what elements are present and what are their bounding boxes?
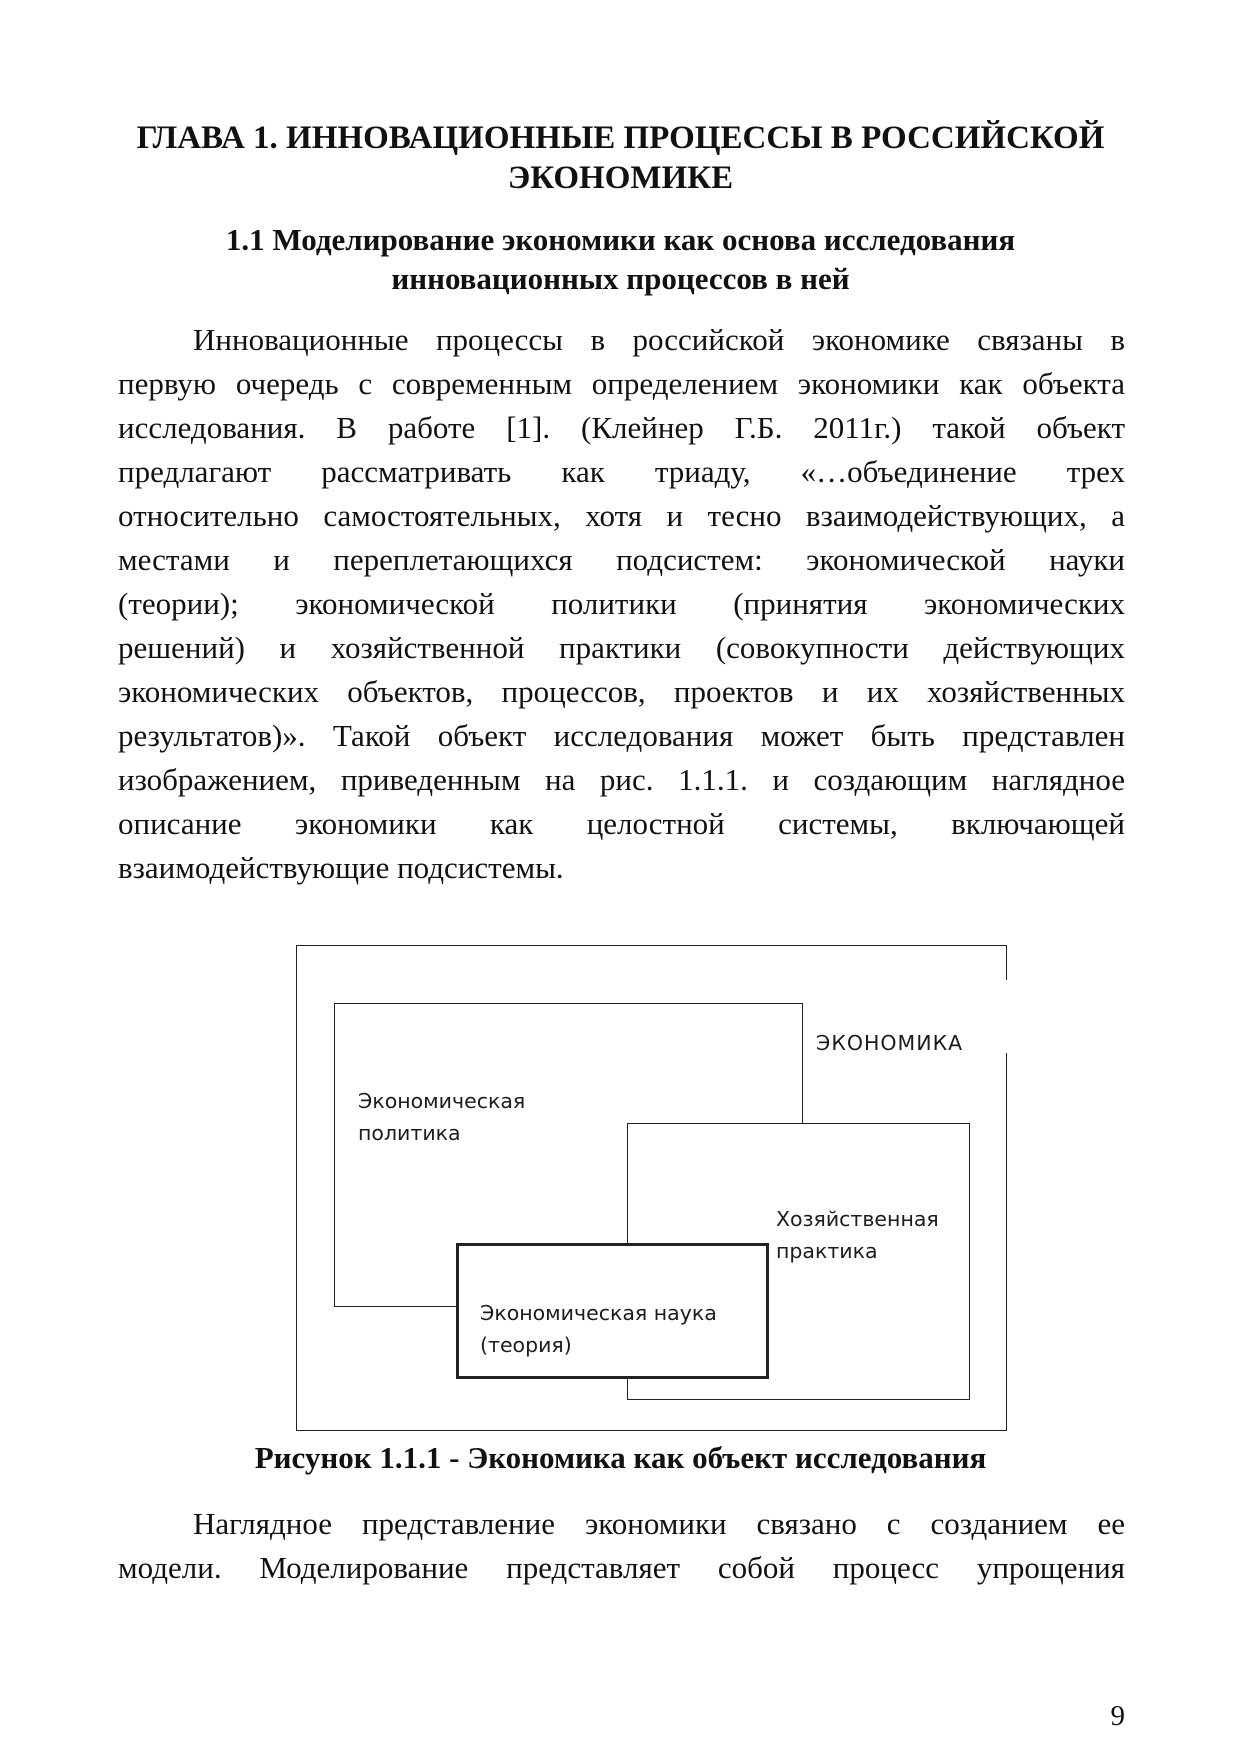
paragraph-line: изображением, приведенным на рис. 1.1.1. и создающим наглядное xyxy=(118,762,1125,797)
chapter-title-line-1: ГЛАВА 1. ИННОВАЦИОННЫЕ ПРОЦЕССЫ В РОССИЙСКОЙ xyxy=(136,120,1105,156)
paragraph-line: (теории); экономической политики (принятия экономических xyxy=(118,586,1125,621)
economy-box-gap xyxy=(997,980,1011,1053)
paragraph-line: модели. Моделирование представляет собой процесс упрощения xyxy=(118,1550,1125,1585)
section-title xyxy=(118,220,1123,298)
paragraph-line: первую очередь с современным определением экономики как объекта xyxy=(118,366,1125,401)
paragraph-intro xyxy=(118,318,1125,890)
paragraph-line: предлагают рассматривать как триаду, «…объединение трех xyxy=(118,454,1125,489)
chapter-title-line-2: ЭКОНОМИКЕ xyxy=(507,160,734,196)
paragraph-line: взаимодействующие подсистемы. xyxy=(118,850,564,885)
section-title-line-2: инновационных процессов в ней xyxy=(391,261,850,296)
figure-caption: Рисунок 1.1.1 - Экономика как объект исследования xyxy=(254,1440,987,1475)
policy-label: Экономическая политика xyxy=(358,1089,526,1145)
paragraph-line: Инновационные процессы в российской экономике связаны в xyxy=(193,322,1125,357)
paragraph-line: решений) и хозяйственной практики (совокупности действующих xyxy=(118,630,1125,665)
economy-label: ЭКОНОМИКА xyxy=(816,1031,964,1055)
paragraph-line: результатов)». Такой объект исследования может быть представлен xyxy=(118,718,1125,753)
paragraph-line: Наглядное представление экономики связано с созданием ее xyxy=(193,1506,1125,1541)
paragraph-line: экономических объектов, процессов, проектов и их хозяйственных xyxy=(118,674,1125,709)
science-label: Экономическая наука (теория) xyxy=(480,1301,717,1357)
paragraph-line: описание экономики как целостной системы, включающей xyxy=(118,806,1125,841)
page-number: 9 xyxy=(1110,1700,1125,1732)
section-title-line-1: 1.1 Моделирование экономики как основа исследования xyxy=(225,222,1016,257)
paragraph-line: относительно самостоятельных, хотя и тесно взаимодействующих, а xyxy=(118,498,1125,533)
paragraph-modeling xyxy=(118,1502,1125,1590)
practice-label: Хозяйственная практика xyxy=(776,1207,939,1263)
paragraph-line: местами и переплетающихся подсистем: экономической науки xyxy=(118,542,1125,577)
paragraph-line: исследования. В работе [1]. (Клейнер Г.Б. 2011г.) такой объект xyxy=(118,410,1125,445)
economy-diagram xyxy=(296,945,1007,1431)
chapter-title xyxy=(118,118,1123,198)
